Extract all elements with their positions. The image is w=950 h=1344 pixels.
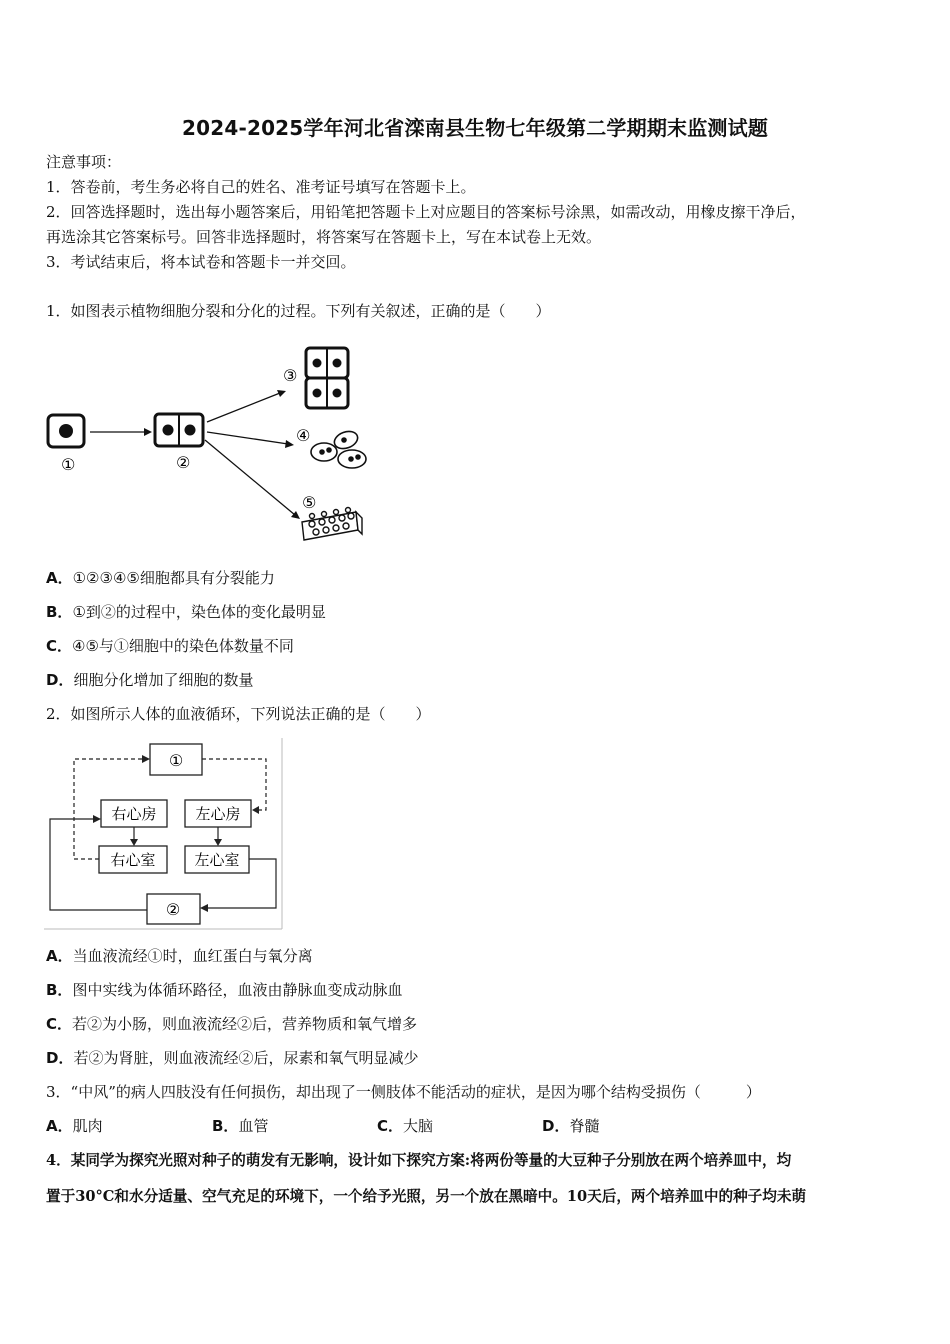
q1-cell-figure [40,340,370,550]
cell-4-image [311,428,366,468]
q2-option-b[interactable]: B．图中实线为体循环路径，血液由静脉血变成动脉血 [46,981,403,999]
q1-stem: 1．如图表示植物细胞分裂和分化的过程。下列有关叙述，正确的是（ ） [46,302,551,320]
cell-3-label: ③ [283,366,298,385]
cell-2-label: ② [176,453,191,472]
right-atrium-label: 右心房 [111,805,157,823]
cell-3-image [306,348,348,408]
box-2-label: ② [165,900,181,919]
notice-item-2-cont: 再选涂其它答案标号。回答非选择题时，将答案写在答题卡上，写在本试卷上无效。 [46,228,602,246]
q1-option-d[interactable]: D．细胞分化增加了细胞的数量 [46,671,254,689]
q2-option-c[interactable]: C．若②为小肠，则血液流经②后，营养物质和氧气增多 [46,1015,418,1033]
left-ventricle-label: 左心室 [194,851,240,869]
page-title: 2024-2025学年河北省滦南县生物七年级第二学期期末监测试题 [181,116,769,140]
q3-option-d[interactable]: D．脊髓 [542,1117,600,1135]
cell-5-label: ⑤ [302,493,317,512]
q3-option-c[interactable]: C．大脑 [377,1117,434,1135]
cell-5-image [302,508,362,541]
q3-option-b[interactable]: B．血管 [212,1117,269,1135]
notice-item-3: 3．考试结束后，将本试卷和答题卡一并交回。 [46,253,356,271]
right-ventricle-label: 右心室 [110,851,156,869]
q4-text-line-1: 4．某同学为探究光照对种子的萌发有无影响，设计如下探究方案:将两份等量的大豆种子分别放在两个培养皿中，均 [46,1152,792,1169]
notice-item-1: 1．答卷前，考生务必将自己的姓名、准考证号填写在答题卡上。 [46,178,476,196]
q1-option-a[interactable]: A．①②③④⑤细胞都具有分裂能力 [46,569,275,587]
q2-option-d[interactable]: D．若②为肾脏，则血液流经②后，尿素和氧气明显减少 [46,1049,419,1067]
q4-text-line-2: 置于30°C和水分适量、空气充足的环境下，一个给予光照，另一个放在黑暗中。10天后，两个培养皿中的种子均未萌 [46,1188,807,1205]
q3-option-a[interactable]: A．肌肉 [46,1117,103,1135]
cell-1-label: ① [61,455,76,474]
q2-stem: 2．如图所示人体的血液循环，下列说法正确的是（ ） [46,705,431,723]
q1-option-b[interactable]: B．①到②的过程中，染色体的变化最明显 [46,603,326,621]
notice-item-2: 2．回答选择题时，选出每小题答案后，用铅笔把答题卡上对应题目的答案标号涂黑，如需改动，用橡皮擦干净后， [46,203,806,221]
notice-heading: 注意事项： [46,153,122,171]
q1-option-c[interactable]: C．④⑤与①细胞中的染色体数量不同 [46,637,294,655]
cell-1-image [48,415,84,447]
left-atrium-label: 左心房 [195,805,241,823]
cell-2-image [155,414,203,446]
cell-4-label: ④ [296,426,311,445]
box-1-label: ① [168,751,184,770]
q2-circulation-diagram [44,738,284,930]
q2-option-a[interactable]: A．当血液流经①时，血红蛋白与氧分离 [46,947,313,965]
q3-stem: 3．“中风”的病人四肢没有任何损伤，却出现了一侧肢体不能活动的症状，是因为哪个结构受损伤（ ） [46,1083,761,1101]
